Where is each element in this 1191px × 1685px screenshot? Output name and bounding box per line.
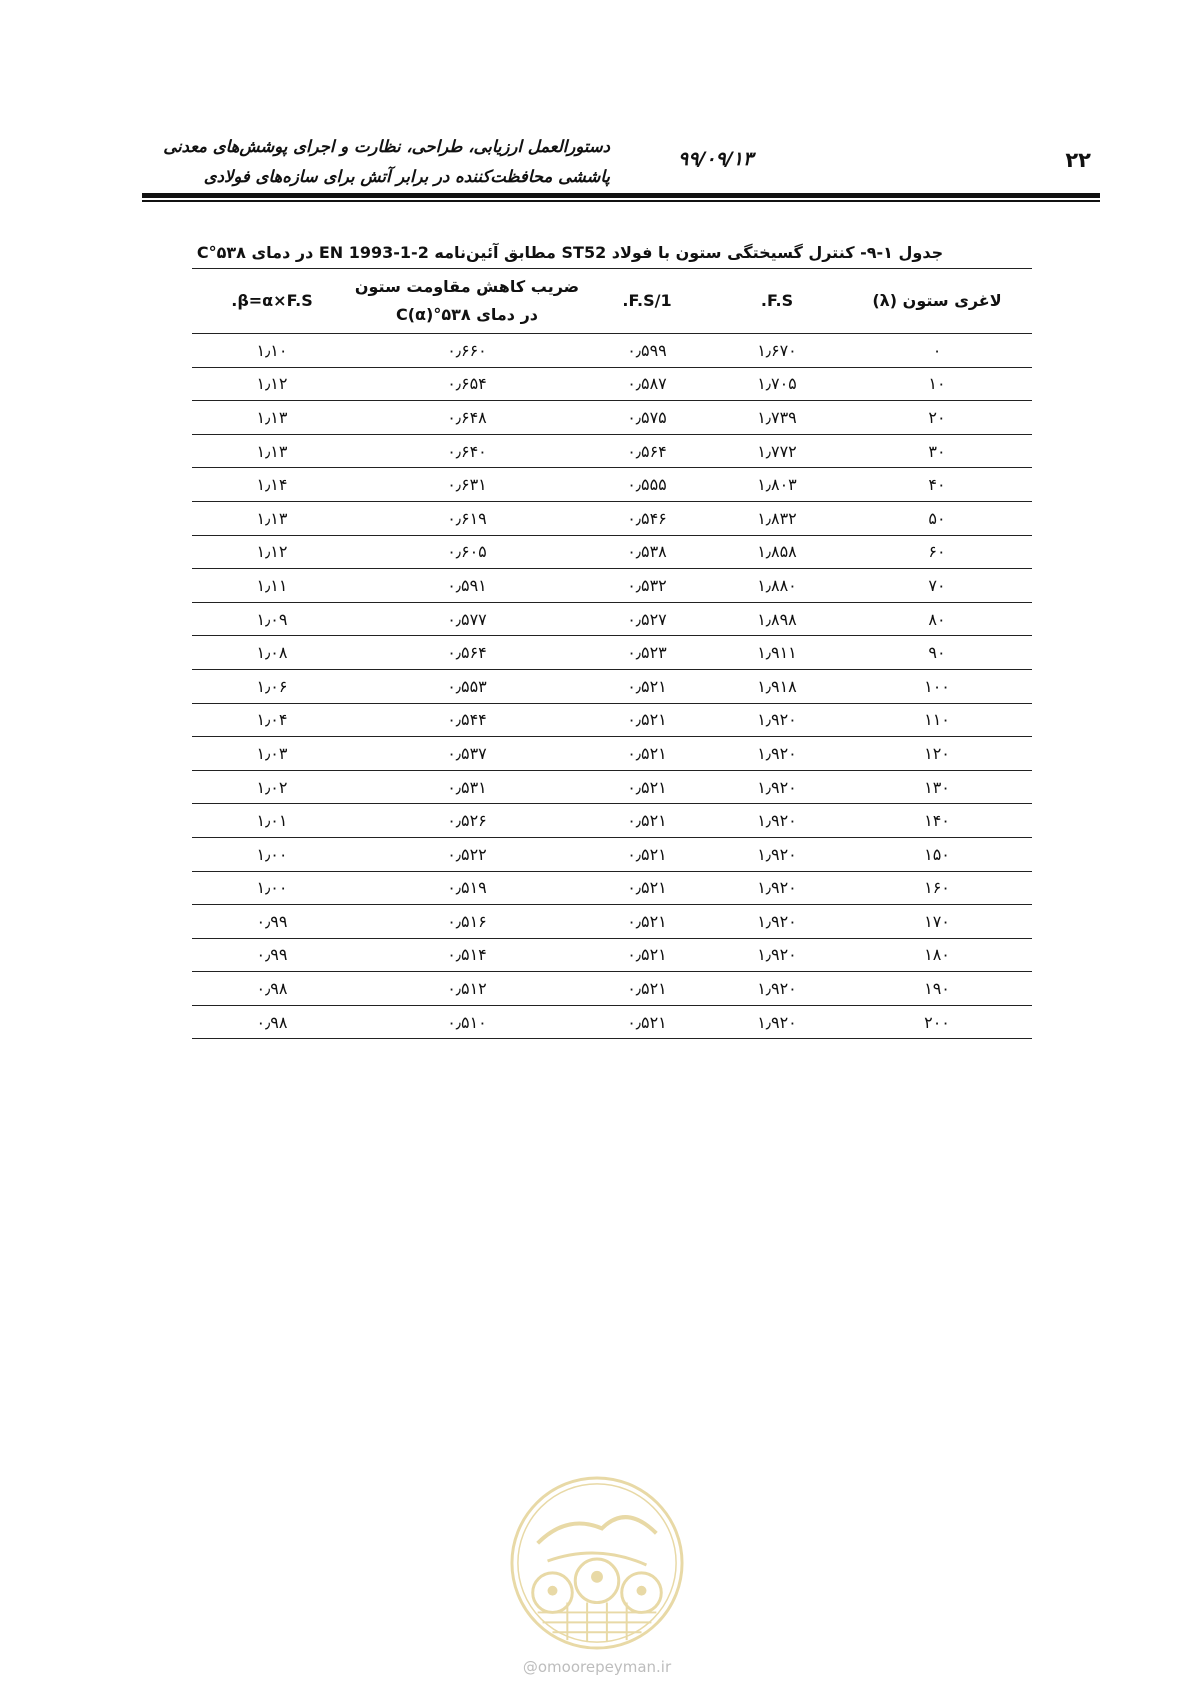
cell-beta: ۱٫۱۱	[192, 569, 352, 603]
cell-alpha: ۰٫۶۱۹	[352, 501, 582, 535]
table-row	[192, 737, 1032, 771]
table-row	[192, 334, 1032, 368]
cell-alpha: ۰٫۶۰۵	[352, 535, 582, 569]
table-row	[192, 569, 1032, 603]
cell-beta: ۱٫۰۰	[192, 871, 352, 905]
cell-alpha: ۰٫۵۳۷	[352, 737, 582, 771]
cell-fs: ۱٫۸۵۸	[712, 535, 842, 569]
cell-alpha: ۰٫۵۲۲	[352, 837, 582, 871]
cell-lambda: ۳۰	[842, 434, 1032, 468]
cell-fs: ۱٫۷۳۹	[712, 401, 842, 435]
cell-inverse-fs: ۰٫۵۲۱	[582, 669, 712, 703]
cell-beta: ۱٫۱۳	[192, 434, 352, 468]
cell-beta: ۰٫۹۸	[192, 1005, 352, 1039]
cell-alpha: ۰٫۵۹۱	[352, 569, 582, 603]
table-row	[192, 770, 1032, 804]
cell-fs: ۱٫۷۷۲	[712, 434, 842, 468]
cell-lambda: ۱۷۰	[842, 905, 1032, 939]
watermark-url: @omoorepeyman.ir	[522, 1658, 672, 1676]
header-alpha	[352, 269, 582, 334]
table-row	[192, 401, 1032, 435]
table-row	[192, 434, 1032, 468]
cell-fs: ۱٫۹۲۰	[712, 938, 842, 972]
cell-fs: ۱٫۹۲۰	[712, 871, 842, 905]
cell-beta: ۱٫۰۳	[192, 737, 352, 771]
table-header-row	[192, 269, 1032, 334]
cell-beta: ۱٫۰۶	[192, 669, 352, 703]
data-table	[192, 268, 1032, 1039]
cell-lambda: ۲۰۰	[842, 1005, 1032, 1039]
header-alpha-line2: در دمای ۵۳۸°C(α)	[395, 305, 538, 324]
cell-inverse-fs: ۰٫۵۴۶	[582, 501, 712, 535]
cell-fs: ۱٫۹۱۸	[712, 669, 842, 703]
cell-inverse-fs: ۰٫۵۸۷	[582, 367, 712, 401]
document-title	[150, 132, 610, 192]
table-row	[192, 669, 1032, 703]
cell-alpha: ۰٫۵۱۰	[352, 1005, 582, 1039]
table-row	[192, 501, 1032, 535]
cell-inverse-fs: ۰٫۵۲۱	[582, 871, 712, 905]
table-row	[192, 804, 1032, 838]
cell-inverse-fs: ۰٫۵۳۸	[582, 535, 712, 569]
cell-inverse-fs: ۰٫۵۲۱	[582, 938, 712, 972]
cell-fs: ۱٫۹۲۰	[712, 1005, 842, 1039]
page-number: ۲۲	[1065, 148, 1091, 172]
cell-beta: ۱٫۰۸	[192, 636, 352, 670]
cell-fs: ۱٫۹۲۰	[712, 972, 842, 1006]
cell-beta: ۱٫۰۰	[192, 837, 352, 871]
seal-watermark-icon	[508, 1474, 686, 1652]
cell-alpha: ۰٫۵۵۳	[352, 669, 582, 703]
cell-inverse-fs: ۰٫۵۲۳	[582, 636, 712, 670]
cell-alpha: ۰٫۶۴۸	[352, 401, 582, 435]
cell-inverse-fs: ۰٫۵۲۱	[582, 837, 712, 871]
cell-lambda: ۵۰	[842, 501, 1032, 535]
cell-fs: ۱٫۹۲۰	[712, 905, 842, 939]
cell-alpha: ۰٫۵۱۴	[352, 938, 582, 972]
cell-alpha: ۰٫۵۷۷	[352, 602, 582, 636]
cell-lambda: ۸۰	[842, 602, 1032, 636]
cell-inverse-fs: ۰٫۵۲۱	[582, 905, 712, 939]
table-row	[192, 871, 1032, 905]
cell-inverse-fs: ۰٫۵۲۱	[582, 804, 712, 838]
table-row	[192, 1005, 1032, 1039]
header-rule-thick	[142, 193, 1100, 198]
cell-beta: ۱٫۰۹	[192, 602, 352, 636]
cell-fs: ۱٫۹۱۱	[712, 636, 842, 670]
cell-inverse-fs: ۰٫۵۲۷	[582, 602, 712, 636]
table-row	[192, 837, 1032, 871]
cell-beta: ۰٫۹۹	[192, 938, 352, 972]
cell-inverse-fs: ۰٫۵۵۵	[582, 468, 712, 502]
page-header	[0, 0, 1191, 210]
cell-beta: ۱٫۱۳	[192, 401, 352, 435]
table-row	[192, 905, 1032, 939]
cell-beta: ۱٫۰۲	[192, 770, 352, 804]
table-row	[192, 703, 1032, 737]
cell-lambda: ۲۰	[842, 401, 1032, 435]
cell-inverse-fs: ۰٫۵۶۴	[582, 434, 712, 468]
table-row	[192, 535, 1032, 569]
cell-fs: ۱٫۸۳۲	[712, 501, 842, 535]
cell-fs: ۱٫۹۲۰	[712, 804, 842, 838]
cell-fs: ۱٫۸۹۸	[712, 602, 842, 636]
cell-alpha: ۰٫۵۱۹	[352, 871, 582, 905]
cell-lambda: ۱۵۰	[842, 837, 1032, 871]
cell-fs: ۱٫۶۷۰	[712, 334, 842, 368]
cell-lambda: ۷۰	[842, 569, 1032, 603]
cell-alpha: ۰٫۵۴۴	[352, 703, 582, 737]
cell-inverse-fs: ۰٫۵۹۹	[582, 334, 712, 368]
cell-lambda: ۱۶۰	[842, 871, 1032, 905]
cell-alpha: ۰٫۵۲۶	[352, 804, 582, 838]
header-date: ۹۹/۰۹/۱۳	[678, 148, 754, 170]
document-title-line1: دستورالعمل ارزیابی، طراحی، نظارت و اجرای پوشش‌های معدنی	[163, 137, 610, 156]
header-lambda: لاغری ستون (λ)	[842, 269, 1032, 334]
header-inverse-fs: 1/F.S.	[582, 269, 712, 334]
cell-lambda: ۶۰	[842, 535, 1032, 569]
cell-inverse-fs: ۰٫۵۳۲	[582, 569, 712, 603]
cell-lambda: ۹۰	[842, 636, 1032, 670]
table-row	[192, 602, 1032, 636]
cell-alpha: ۰٫۶۴۰	[352, 434, 582, 468]
cell-alpha: ۰٫۵۶۴	[352, 636, 582, 670]
table-row	[192, 938, 1032, 972]
cell-inverse-fs: ۰٫۵۲۱	[582, 737, 712, 771]
cell-lambda: ۰	[842, 334, 1032, 368]
cell-beta: ۱٫۱۴	[192, 468, 352, 502]
table-row	[192, 636, 1032, 670]
cell-fs: ۱٫۹۲۰	[712, 770, 842, 804]
cell-alpha: ۰٫۶۵۴	[352, 367, 582, 401]
cell-beta: ۰٫۹۸	[192, 972, 352, 1006]
cell-fs: ۱٫۷۰۵	[712, 367, 842, 401]
cell-beta: ۱٫۱۳	[192, 501, 352, 535]
cell-inverse-fs: ۰٫۵۲۱	[582, 972, 712, 1006]
cell-lambda: ۱۹۰	[842, 972, 1032, 1006]
cell-lambda: ۱۱۰	[842, 703, 1032, 737]
cell-fs: ۱٫۹۲۰	[712, 703, 842, 737]
cell-lambda: ۱۸۰	[842, 938, 1032, 972]
cell-alpha: ۰٫۵۱۲	[352, 972, 582, 1006]
table-row	[192, 367, 1032, 401]
table-body	[192, 334, 1032, 1039]
document-title-line2: پاششی محافظت‌کننده در برابر آتش برای سازه‌های فولادی	[203, 167, 610, 186]
cell-beta: ۱٫۱۰	[192, 334, 352, 368]
header-fs: F.S.	[712, 269, 842, 334]
table-row	[192, 468, 1032, 502]
cell-inverse-fs: ۰٫۵۲۱	[582, 703, 712, 737]
cell-beta: ۱٫۱۲	[192, 367, 352, 401]
cell-lambda: ۱۴۰	[842, 804, 1032, 838]
cell-beta: ۰٫۹۹	[192, 905, 352, 939]
cell-fs: ۱٫۹۲۰	[712, 837, 842, 871]
cell-inverse-fs: ۰٫۵۲۱	[582, 1005, 712, 1039]
header-alpha-line1: ضریب کاهش مقاومت ستون	[354, 277, 580, 296]
cell-inverse-fs: ۰٫۵۲۱	[582, 770, 712, 804]
cell-lambda: ۱۳۰	[842, 770, 1032, 804]
table-caption: جدول ۱-۹- کنترل گسیختگی ستون با فولاد ST52 مطابق آئین‌نامه EN 1993-1-2 در دمای ۵۳۸°C	[196, 243, 944, 262]
cell-lambda: ۱۰	[842, 367, 1032, 401]
cell-alpha: ۰٫۶۳۱	[352, 468, 582, 502]
cell-beta: ۱٫۰۴	[192, 703, 352, 737]
cell-lambda: ۴۰	[842, 468, 1032, 502]
cell-fs: ۱٫۸۸۰	[712, 569, 842, 603]
cell-beta: ۱٫۱۲	[192, 535, 352, 569]
header-rule-thin	[142, 200, 1100, 202]
cell-inverse-fs: ۰٫۵۷۵	[582, 401, 712, 435]
cell-alpha: ۰٫۵۳۱	[352, 770, 582, 804]
cell-alpha: ۰٫۶۶۰	[352, 334, 582, 368]
cell-lambda: ۱۲۰	[842, 737, 1032, 771]
cell-fs: ۱٫۹۲۰	[712, 737, 842, 771]
cell-alpha: ۰٫۵۱۶	[352, 905, 582, 939]
cell-beta: ۱٫۰۱	[192, 804, 352, 838]
table-row	[192, 972, 1032, 1006]
header-beta: β=α×F.S.	[192, 269, 352, 334]
cell-fs: ۱٫۸۰۳	[712, 468, 842, 502]
cell-lambda: ۱۰۰	[842, 669, 1032, 703]
